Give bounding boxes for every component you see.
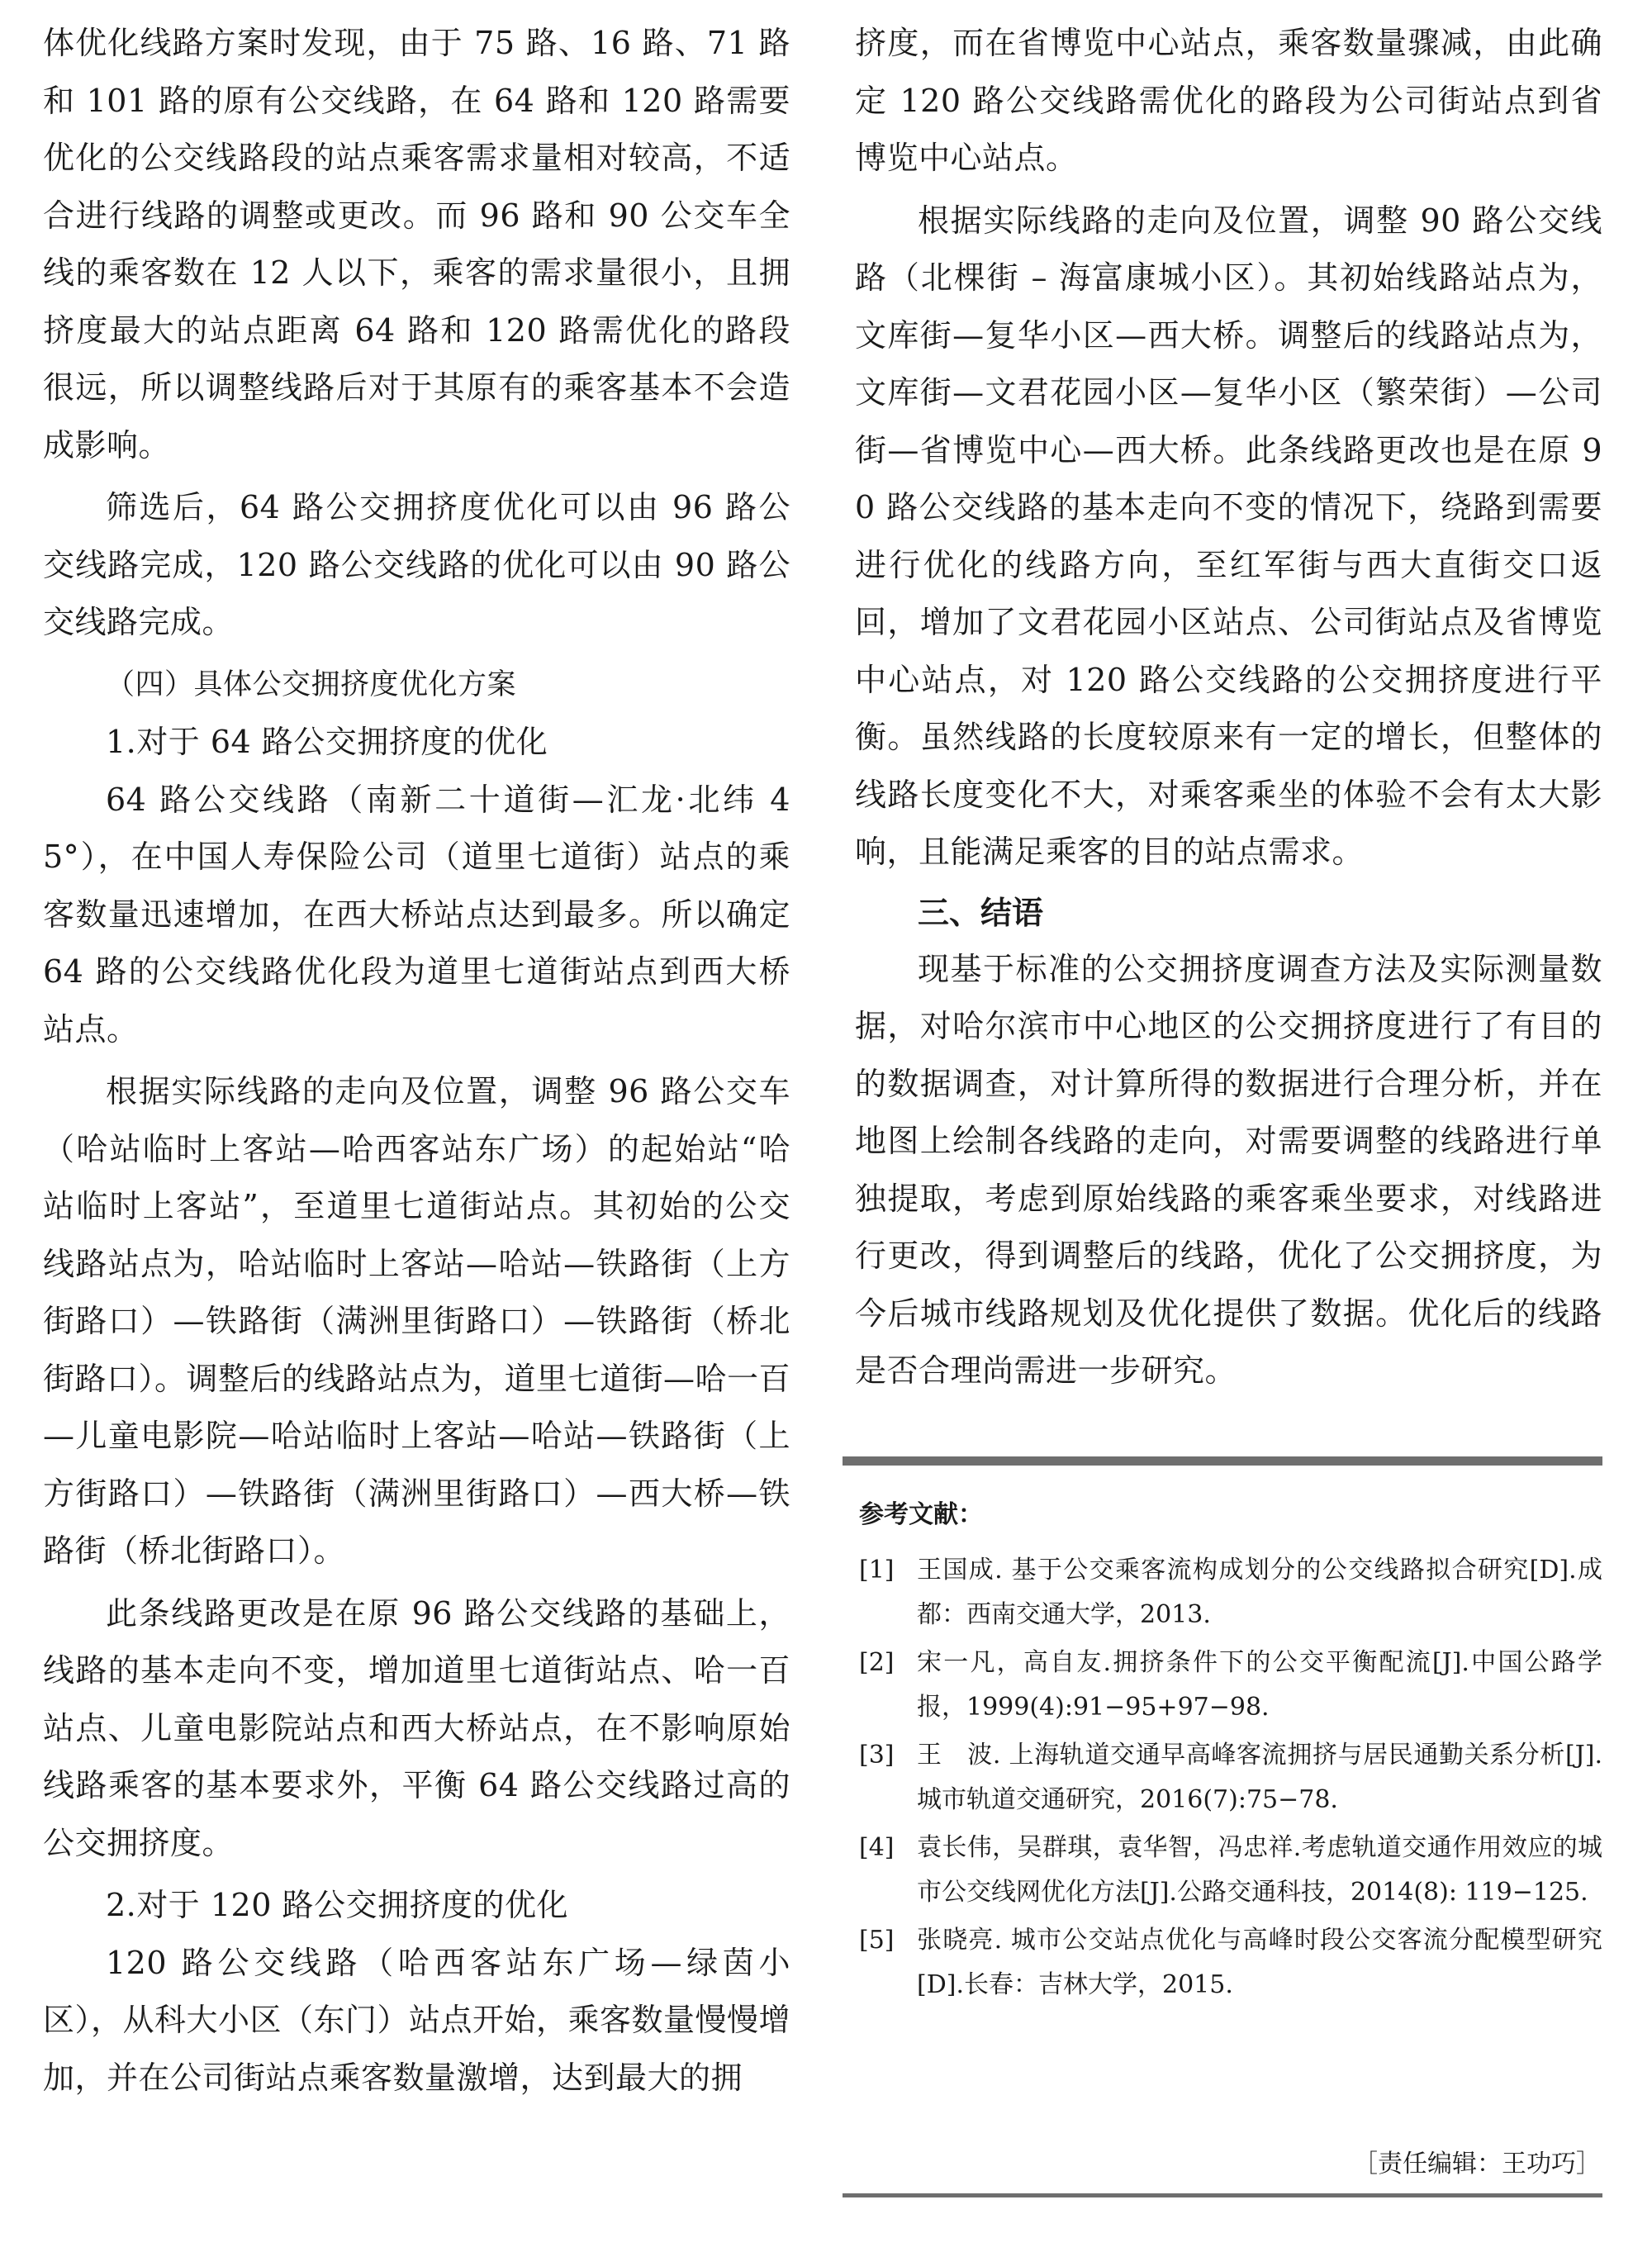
paragraph: 120 路公交线路（哈西客站东广场—绿茵小区），从科大小区（东门）站点开始，乘客数量慢慢增加，并在公司街站点乘客数量激增，达到最大的拥: [43, 1944, 791, 2096]
reference-number: [5]: [859, 1926, 895, 1955]
paragraph: 挤度，而在省博览中心站点，乘客数量骤减，由此确定 120 路公交线路需优化的路段为公司街站点到省博览中心站点。: [855, 25, 1602, 176]
reference-item: [859, 1733, 1602, 1822]
reference-item: [859, 1826, 1602, 1915]
references-section: [859, 1494, 1602, 2011]
reference-text: 张晓亮. 城市公交站点优化与高峰时段公交客流分配模型研究[D].长春：吉林大学，2015.: [917, 1926, 1602, 1999]
subsection-heading: （四）具体公交拥挤度优化方案: [106, 668, 517, 701]
paragraph: 64 路公交线路（南新二十道街—汇龙·北纬 45°），在中国人寿保险公司（道里七道街）站点的乘客数量迅速增加，在西大桥站点达到最多。所以确定 64 路的公交线路优化段为道里七道街站点到西大桥站点。: [43, 781, 790, 1048]
section-heading: 三、结语: [918, 894, 1044, 931]
references-divider: [843, 1456, 1602, 1466]
reference-number: [1]: [859, 1556, 895, 1584]
paragraph: 筛选后，64 路公交拥挤度优化可以由 96 路公交线路完成，120 路公交线路的优化可以由 90 路公交线路完成。: [43, 489, 790, 640]
reference-text: 袁长伟，吴群琪，袁华智，冯忠祥.考虑轨道交通作用效应的城市公交线网优化方法[J].公路交通科技，2014(8): 119−125.: [917, 1833, 1602, 1907]
paragraph: 此条线路更改是在原 96 路公交线路的基础上，线路的基本走向不变，增加道里七道街站点、哈一百站点、儿童电影院站点和西大桥站点，在不影响原始线路乘客的基本要求外，平衡 64 路公交线路过高的公交拥挤度。: [43, 1594, 790, 1861]
editor-note: ［责任编辑：王功巧］: [1353, 2150, 1601, 2178]
bottom-divider: [843, 2193, 1602, 2197]
reference-item: [859, 1548, 1602, 1637]
reference-text: 王国成. 基于公交乘客流构成划分的公交线路拟合研究[D].成都：西南交通大学，2013.: [917, 1556, 1602, 1629]
reference-text: 宋一凡，高自友.拥挤条件下的公交平衡配流[J].中国公路学报，1999(4):91−95+97−98.: [917, 1648, 1602, 1722]
conclusion-paragraph: 现基于标准的公交拥挤度调查方法及实际测量数据，对哈尔滨市中心地区的公交拥挤度进行了有目的的数据调查，对计算所得的数据进行合理分析，并在地图上绘制各线路的走向，对需要调整的线路进行单独提取，考虑到原始线路的乘客乘坐要求，对线路进行更改，得到调整后的线路，优化了公交拥挤度，为今后城市线路规划及优化提供了数据。优化后的线路是否合理尚需进一步研究。: [855, 950, 1602, 1389]
reference-number: [2]: [859, 1648, 895, 1677]
reference-item: [859, 1918, 1602, 2007]
reference-text: 王 波. 上海轨道交通早高峰客流拥挤与居民通勤关系分析[J].城市轨道交通研究，2016(7):75−78.: [917, 1741, 1602, 1814]
subsection-title: 2.对于 120 路公交拥挤度的优化: [106, 1887, 568, 1923]
subsection-title: 1.对于 64 路公交拥挤度的优化: [106, 724, 548, 760]
paragraph: 根据实际线路的走向及位置，调整 90 路公交线路（北棵街 – 海富康城小区）。其初始线路站点为，文库街—复华小区—西大桥。调整后的线路站点为，文库街—文君花园小区—复华小区（繁荣街）—公司街—省博览中心—西大桥。此条线路更改也是在原 90 路公交线路的基本走向不变的情况下，绕路到需要进行优化的线路方向，至红军街与西大直街交口返回，增加了文君花园小区站点、公司街站点及省博览中心站点，对 120 路公交线路的公交拥挤度进行平衡。虽然线路的长度较原来有一定的增长，但整体的线路长度变化不大，对乘客乘坐的体验不会有太大影响，且能满足乘客的目的站点需求。: [855, 202, 1602, 870]
reference-number: [4]: [859, 1833, 895, 1862]
left-column: [43, 15, 790, 2107]
reference-number: [3]: [859, 1741, 895, 1770]
right-column: [855, 15, 1602, 1400]
reference-item: [859, 1641, 1602, 1730]
paragraph: 根据实际线路的走向及位置，调整 96 路公交车（哈站临时上客站—哈西客站东广场）的起始站“哈站临时上客站”，至道里七道街站点。其初始的公交线路站点为，哈站临时上客站—哈站—铁路街（上方街路口）—铁路街（满洲里街路口）—铁路街（桥北街路口）。调整后的线路站点为，道里七道街—哈一百—儿童电影院—哈站临时上客站—哈站—铁路街（上方街路口）—铁路街（满洲里街路口）—西大桥—铁路街（桥北街路口）。: [43, 1073, 791, 1569]
references-title: 参考文献：: [859, 1500, 983, 1529]
paragraph: 体优化线路方案时发现，由于 75 路、16 路、71 路和 101 路的原有公交线路，在 64 路和 120 路需要优化的公交线路段的站点乘客需求量相对较高，不适合进行线路的调整或更改。而 96 路和 90 公交车全线的乘客数在 12 人以下，乘客的需求量很小，且拥挤度最大的站点距离 64 路和 120 路需优化的路段很远，所以调整线路后对于其原有的乘客基本不会造成影响。: [43, 25, 790, 463]
